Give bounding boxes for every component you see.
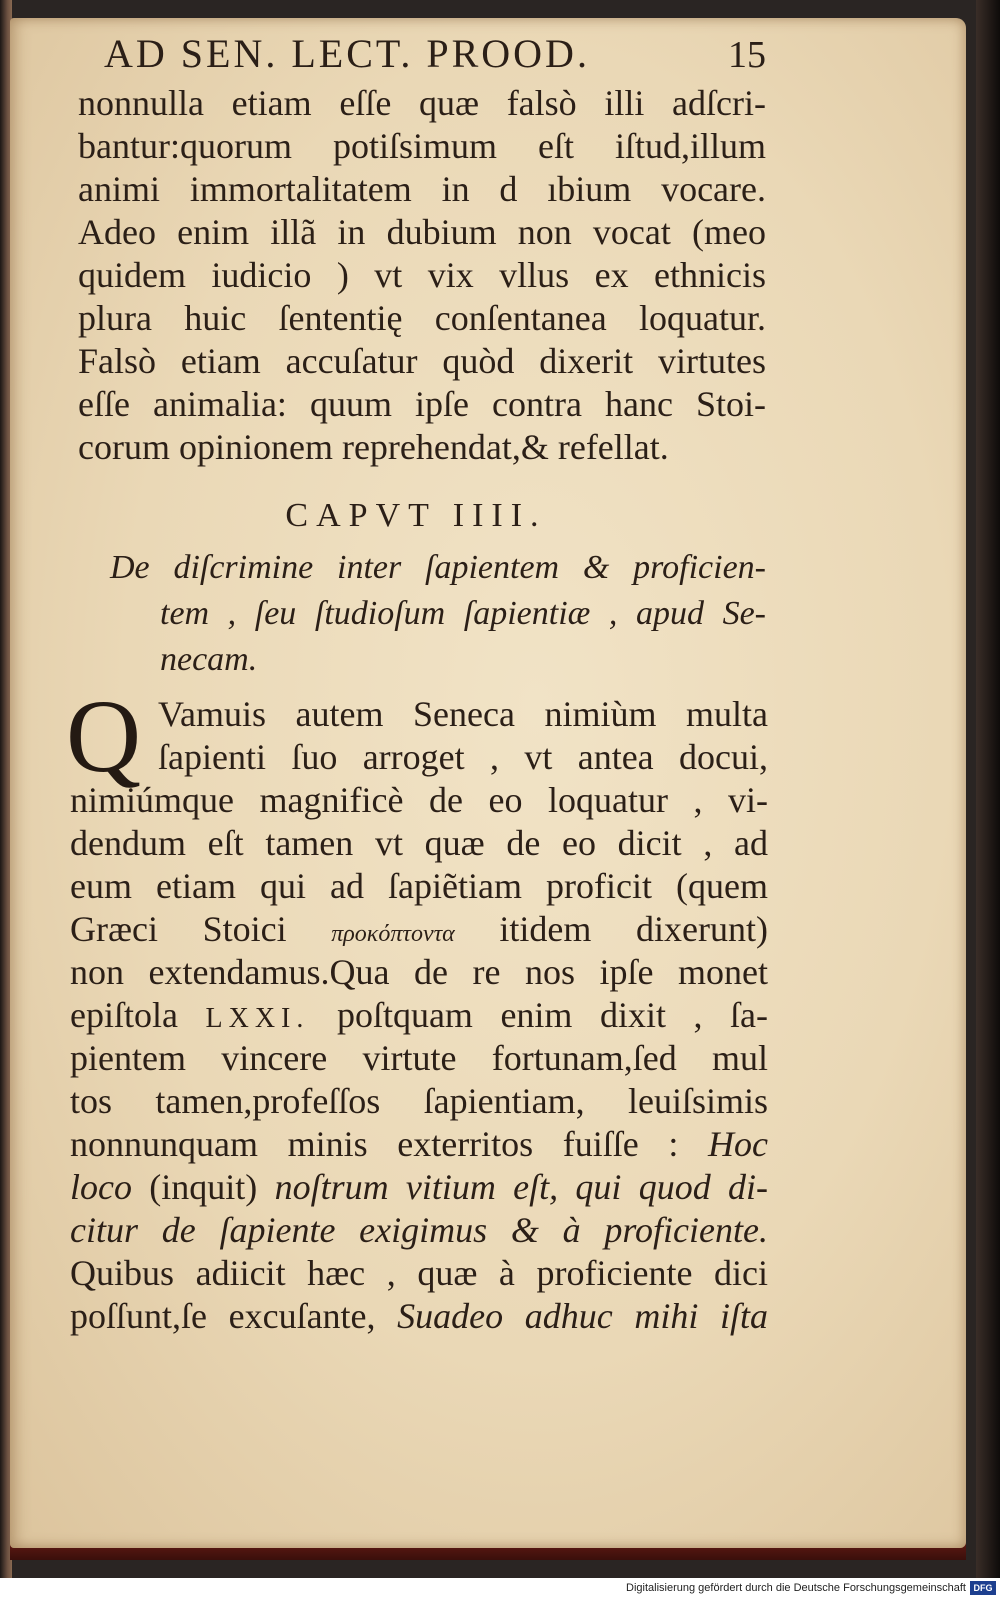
funding-credit: Digitalisierung gefördert durch die Deutsche Forschungsgemeinschaft bbox=[626, 1582, 966, 1594]
text-line: nonnulla etiam eſſe quæ falsò illi adſcri- bbox=[78, 83, 766, 123]
subtitle-line: tem , ſeu ſtudioſum ſapientiæ , apud Se- bbox=[160, 595, 766, 632]
text-line: tos tamen,profeſſos ſapientiam, leuiſsimis bbox=[70, 1081, 768, 1121]
text-line: dendum eſt tamen vt quæ de eo dicit , ad bbox=[70, 823, 768, 863]
text-line: citur de ſapiente exigimus & à proficiente. bbox=[70, 1210, 768, 1250]
text-line: eum etiam qui ad ſapiẽtiam proficit (quem bbox=[70, 866, 768, 906]
chapter-subtitle bbox=[66, 545, 766, 683]
text-line: Falsò etiam accuſatur quòd dixerit virtutes bbox=[78, 341, 766, 381]
italic-quote: Suadeo adhuc mihi iſta bbox=[397, 1296, 768, 1336]
text-line: Adeo enim illã in dubium non vocat (meo bbox=[78, 212, 766, 252]
text-line: animi immortalitatem in d ıbium vocare. bbox=[78, 169, 766, 209]
text-line: ſapienti ſuo arroget , vt antea docui, bbox=[158, 737, 768, 777]
book-page bbox=[10, 18, 966, 1548]
chapter-heading: CAPVT IIII. bbox=[285, 497, 547, 534]
page-text bbox=[66, 30, 769, 1338]
italic-quote: Hoc bbox=[708, 1124, 769, 1164]
text-line bbox=[70, 1166, 768, 1209]
subtitle-line: De diſcrimine inter ſapientem & proficien- bbox=[110, 549, 766, 586]
text-segment: nonnunquam minis exterritos fuiſſe : bbox=[70, 1124, 679, 1164]
text-segment: (inquit) bbox=[149, 1167, 258, 1207]
text-segment: poſſunt,ſe excuſante, bbox=[70, 1296, 376, 1336]
book-fore-edge bbox=[976, 0, 1000, 1578]
opening-paragraph bbox=[78, 82, 766, 469]
italic-quote: noſtrum vitium eſt, qui quod di- bbox=[274, 1167, 769, 1207]
text-segment: epiſtola bbox=[70, 995, 178, 1035]
text-line: corum opinionem reprehendat,& refellat. bbox=[78, 427, 669, 467]
text-line: Vamuis autem Seneca nimiùm multa bbox=[158, 694, 768, 734]
italic-quote: loco bbox=[70, 1167, 132, 1207]
text-line: nimiúmque magnificè de eo loquatur , vi- bbox=[70, 780, 768, 820]
drop-cap-initial: Q bbox=[66, 679, 142, 794]
digitization-footer bbox=[0, 1578, 1000, 1599]
page-number: 15 bbox=[728, 34, 766, 76]
text-segment: Græci Stoici bbox=[70, 909, 287, 949]
chapter-body bbox=[66, 679, 769, 1338]
text-segment: itidem dixerunt) bbox=[499, 909, 769, 949]
running-header bbox=[104, 30, 766, 82]
running-title: AD SEN. LECT. PROOD. bbox=[104, 31, 590, 76]
text-segment: poſtquam enim dixit , ſa- bbox=[336, 995, 769, 1035]
text-line: Quibus adiicit hæc , quæ à proficiente dici bbox=[70, 1253, 768, 1293]
epistle-number: LXXI. bbox=[205, 1003, 310, 1034]
text-line bbox=[70, 1123, 768, 1166]
text-line bbox=[70, 1295, 768, 1338]
text-line bbox=[70, 908, 768, 951]
text-line: bantur:quorum potiſsimum eſt iſtud,illum bbox=[78, 126, 766, 166]
text-line: plura huic ſententię conſentanea loquatur. bbox=[78, 298, 766, 338]
dfg-logo: DFG bbox=[970, 1581, 996, 1595]
text-line: eſſe animalia: quum ipſe contra hanc Stoi- bbox=[78, 384, 766, 424]
text-line: pientem vincere virtute fortunam,ſed mul bbox=[70, 1038, 768, 1078]
text-line: quidem iudicio ) vt vix vllus ex ethnicis bbox=[78, 255, 766, 295]
subtitle-line: necam. bbox=[160, 641, 258, 678]
greek-word: προκόπτοντα bbox=[331, 921, 455, 947]
text-line: non extendamus.Qua de re nos ipſe monet bbox=[70, 952, 768, 992]
text-line bbox=[70, 994, 768, 1037]
